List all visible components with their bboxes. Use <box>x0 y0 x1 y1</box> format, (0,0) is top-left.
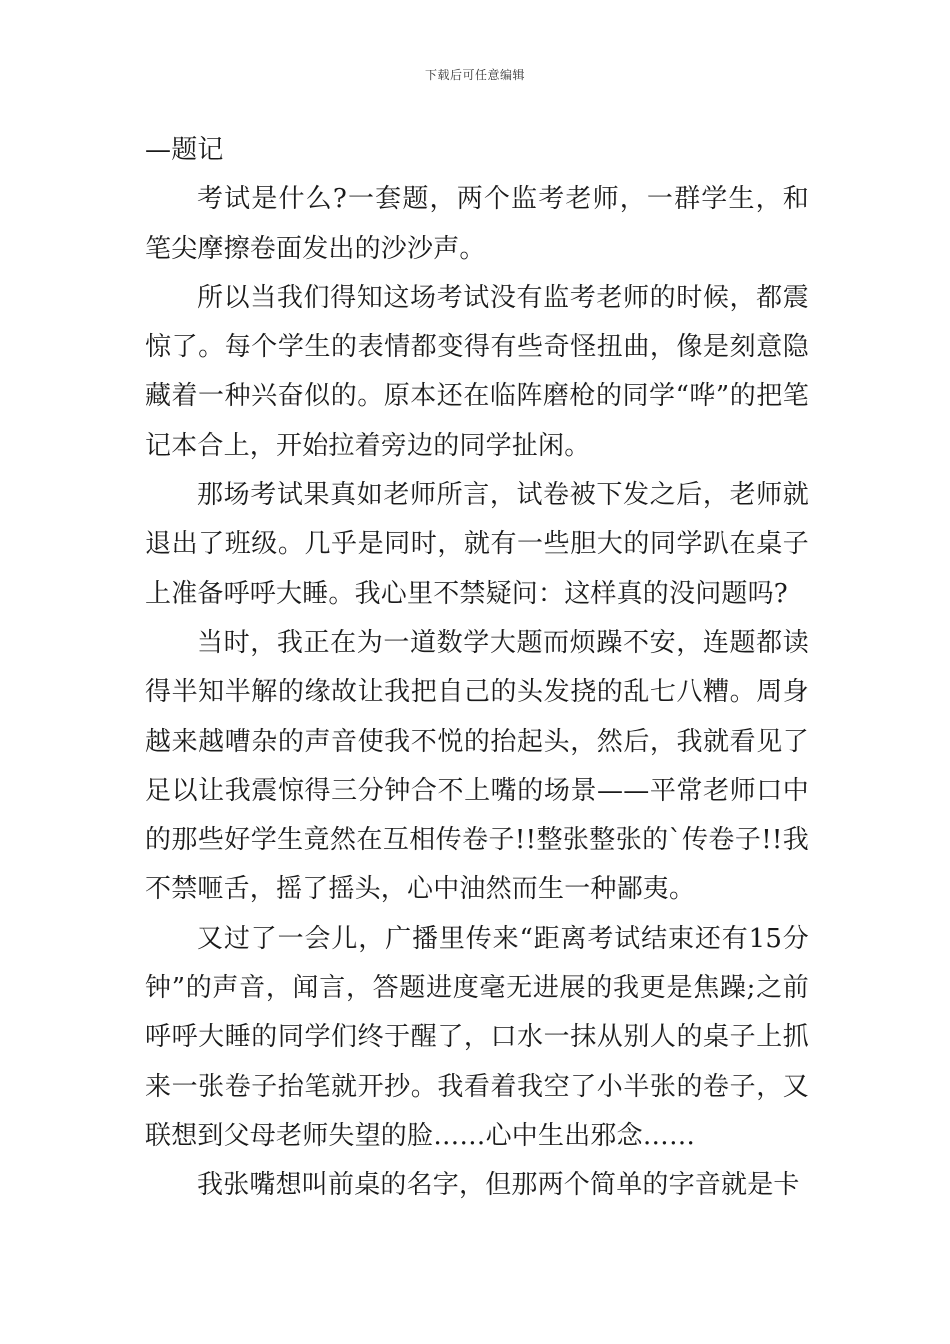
paragraph: 当时，我正在为一道数学大题而烦躁不安，连题都读得半知半解的缘故让我把自己的头发挠的乱七八糟。周身越来越嘈杂的声音使我不悦的抬起头，然后，我就看见了足以让我震惊得三分钟合不上嘴的场景——平常老师口中的那些好学生竟然在互相传卷子!!整张整张的`传卷子!!我不禁咂舌，摇了摇头，心中油然而生一种鄙夷。 <box>145 627 809 905</box>
paragraph: 那场考试果真如老师所言，试卷被下发之后，老师就退出了班级。几乎是同时，就有一些胆大的同学趴在桌子上准备呼呼大睡。我心里不禁疑问：这样真的没问题吗? <box>145 480 809 609</box>
document-body <box>145 126 809 1211</box>
page-header: 下载后可任意编辑 <box>424 68 525 82</box>
paragraph: 我张嘴想叫前桌的名字，但那两个简单的字音就是卡 <box>197 1170 800 1201</box>
paragraph: 考试是什么?一套题，两个监考老师，一群学生，和笔尖摩擦卷面发出的沙沙声。 <box>145 184 809 264</box>
paragraph: 又过了一会儿，广播里传来“距离考试结束还有15分钟”的声音，闻言，答题进度毫无进展的我更是焦躁;之前呼呼大睡的同学们终于醒了，口水一抹从别人的桌子上抓来一张卷子抬笔就开抄。我看着我空了小半张的卷子，又联想到父母老师失望的脸……心中生出邪念…… <box>145 923 809 1151</box>
paragraph-epigraph-signature: —题记 <box>145 135 224 165</box>
paragraph: 所以当我们得知这场考试没有监考老师的时候，都震惊了。每个学生的表情都变得有些奇怪扭曲，像是刻意隐藏着一种兴奋似的。原本还在临阵磨枪的同学“哗”的把笔记本合上，开始拉着旁边的同学扯闲。 <box>145 282 809 461</box>
